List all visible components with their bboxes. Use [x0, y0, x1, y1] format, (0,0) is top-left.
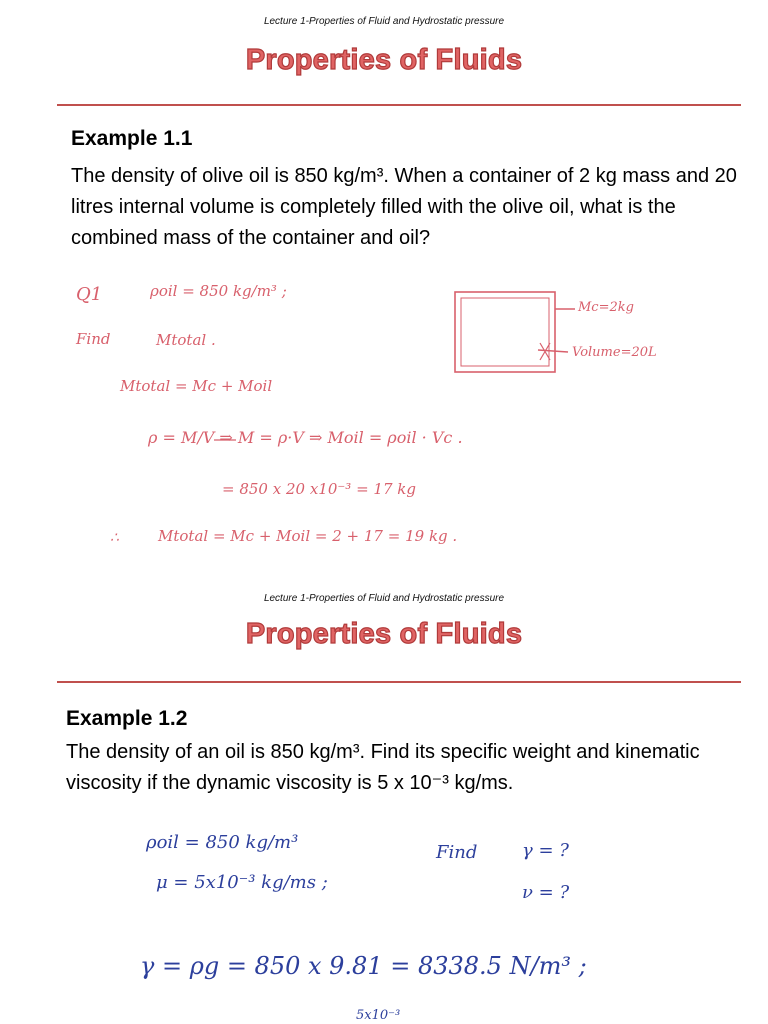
specific-weight-calculation: γ = ρg = 850 x 9.81 = 8338.5 N/m³ ; [140, 952, 587, 980]
slide-title: Properties of Fluids [245, 44, 523, 76]
lecture-header: Lecture 1-Properties of Fluid and Hydrostatic pressure [263, 593, 505, 604]
slide-title: Properties of Fluids [245, 618, 523, 650]
find-label: Find [436, 842, 478, 863]
total-mass-result: Mtotal = Mc + Moil = 2 + 17 = 19 kg . [158, 527, 458, 545]
example-label: Example 1.2 [66, 707, 188, 730]
title-divider [57, 681, 741, 683]
find-target: Mtotal . [156, 331, 216, 349]
total-mass-equation: Mtotal = Mc + Moil [120, 377, 273, 395]
find-kinematic-viscosity: ν = ? [522, 882, 570, 903]
density-relation: ρ = M/V ⇒ M = ρ·V ⇒ Moil = ρoil · Vc . [148, 428, 463, 447]
problem-statement: The density of olive oil is 850 kg/m³. When a container of 2 kg mass and 20 litres internal volume is completely filled with the olive oil, what is the combined mass of the container and oil? [71, 165, 737, 249]
partial-next-line: 5x10⁻³ [356, 1008, 401, 1023]
problem-statement: The density of an oil is 850 kg/m³. Find its specific weight and kinematic viscosity if the dynamic viscosity is 5 x 10⁻³ kg/ms. [66, 741, 700, 794]
container-volume: Volume=20L [572, 345, 657, 360]
given-density: ρoil = 850 kg/m³ [146, 832, 299, 853]
oil-mass-calculation: = 850 x 20 x10⁻³ = 17 kg [222, 480, 416, 498]
therefore-symbol: ∴ [110, 530, 119, 546]
example-label: Example 1.1 [71, 127, 193, 150]
find-label: Find [76, 330, 111, 348]
find-specific-weight: γ = ? [522, 840, 569, 861]
container-mass: Mc=2kg [578, 300, 634, 315]
given-viscosity: μ = 5x10⁻³ kg/ms ; [156, 872, 328, 893]
question-number: Q1 [76, 284, 103, 305]
lecture-header: Lecture 1-Properties of Fluid and Hydrostatic pressure [263, 16, 505, 27]
given-density: ρoil = 850 kg/m³ ; [150, 282, 287, 300]
slide-example-1-2 [0, 580, 768, 1024]
